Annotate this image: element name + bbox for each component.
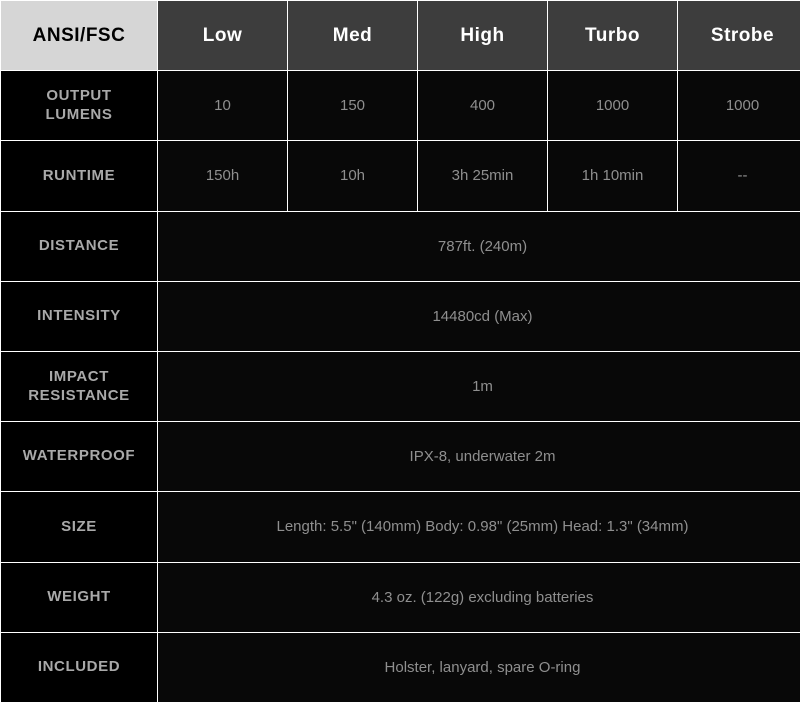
table-row-runtime	[1, 141, 800, 211]
table-header-row	[1, 1, 800, 71]
row-label-line1: OUTPUT	[46, 87, 112, 105]
row-label-weight: WEIGHT	[1, 562, 158, 632]
cell-runtime-low: 150h	[158, 141, 288, 211]
cell-runtime-high: 3h 25min	[418, 141, 548, 211]
row-label-line2: LUMENS	[45, 105, 113, 123]
header-mode-med: Med	[288, 1, 418, 71]
cell-output-lumens-high: 400	[418, 71, 548, 141]
cell-included-value: Holster, lanyard, spare O-ring	[158, 632, 800, 702]
header-ansi-fsc: ANSI/FSC	[1, 1, 158, 71]
table-row-intensity	[1, 281, 800, 351]
row-label-line1: RUNTIME	[42, 166, 116, 184]
table-row-impact-resistance	[1, 351, 800, 421]
cell-size-value: Length: 5.5" (140mm) Body: 0.98" (25mm) Head: 1.3" (34mm)	[158, 492, 800, 562]
cell-output-lumens-turbo: 1000	[548, 71, 678, 141]
cell-runtime-strobe: --	[678, 141, 800, 211]
table-row-waterproof	[1, 422, 800, 492]
table-row-included	[1, 632, 800, 702]
cell-waterproof-value: IPX-8, underwater 2m	[158, 422, 800, 492]
row-label-distance: DISTANCE	[1, 211, 158, 281]
cell-output-lumens-low: 10	[158, 71, 288, 141]
cell-output-lumens-med: 150	[288, 71, 418, 141]
header-mode-low: Low	[158, 1, 288, 71]
row-label-output-lumens	[1, 71, 158, 141]
table-row-output-lumens	[1, 71, 800, 141]
row-label-included: INCLUDED	[1, 632, 158, 702]
cell-runtime-med: 10h	[288, 141, 418, 211]
cell-output-lumens-strobe: 1000	[678, 71, 800, 141]
header-mode-strobe: Strobe	[678, 1, 800, 71]
header-mode-high: High	[418, 1, 548, 71]
cell-runtime-turbo: 1h 10min	[548, 141, 678, 211]
row-label-line1: IMPACT	[49, 367, 109, 385]
row-label-intensity: INTENSITY	[1, 281, 158, 351]
cell-distance-value: 787ft. (240m)	[158, 211, 800, 281]
cell-intensity-value: 14480cd (Max)	[158, 281, 800, 351]
cell-impact-resistance-value: 1m	[158, 351, 800, 421]
row-label-impact-resistance	[1, 351, 158, 421]
table-row-weight	[1, 562, 800, 632]
table-row-size	[1, 492, 800, 562]
table-row-distance	[1, 211, 800, 281]
row-label-waterproof: WATERPROOF	[1, 422, 158, 492]
header-mode-turbo: Turbo	[548, 1, 678, 71]
row-label-size: SIZE	[1, 492, 158, 562]
row-label-line2: RESISTANCE	[28, 386, 130, 404]
row-label-runtime	[1, 141, 158, 211]
cell-weight-value: 4.3 oz. (122g) excluding batteries	[158, 562, 800, 632]
